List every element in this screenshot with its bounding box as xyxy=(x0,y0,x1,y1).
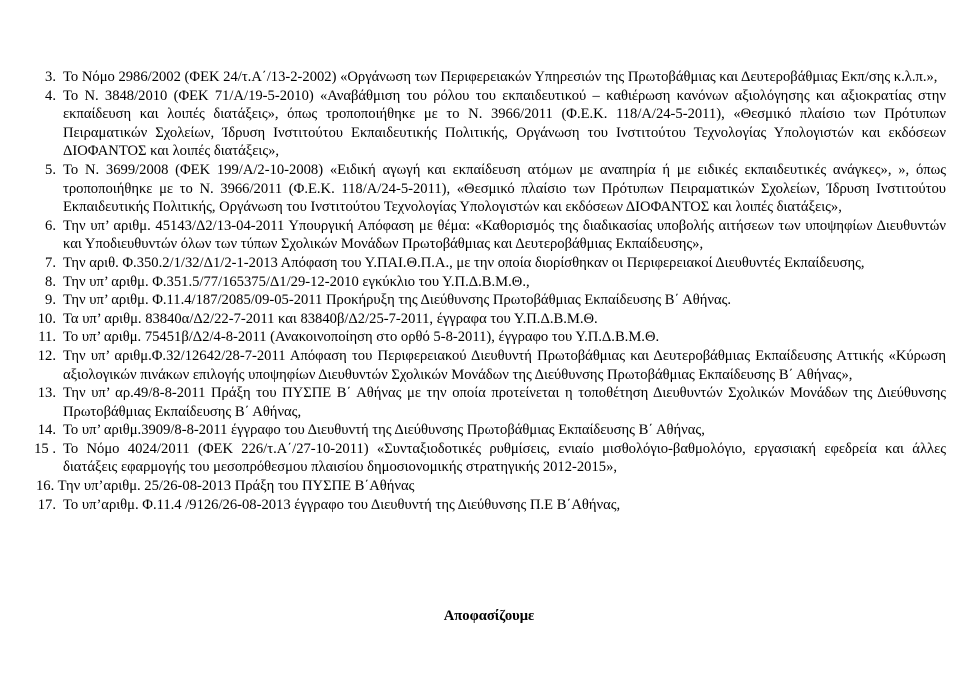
list-item xyxy=(0,440,978,477)
item-number: 15 . xyxy=(34,440,56,457)
list-item xyxy=(0,217,978,254)
list-item xyxy=(0,254,978,273)
item-text: Την αριθ. Φ.350.2/1/32/Δ1/2-1-2013 Απόφαση του Υ.ΠΑΙ.Θ.Π.Α., με την οποία διορίσθηκαν οι Περιφερειακοί Διευθυντές Εκπαίδευσης, xyxy=(63,254,865,271)
item-text: Την υπ’ αριθμ. 45143/Δ2/13-04-2011 Υπουργική Απόφαση με θέμα: «Καθορισμός της διαδικασίας υποβολής αιτήσεων των υποψηφίων Διευθυντών και Υποδιευθυντών όλων των τύπων Σχολικών Μονάδων Πρωτοβάθμιας και Δευτεροβάθμιας Εκπαίδευσης», xyxy=(63,217,946,253)
list-item xyxy=(0,421,978,440)
item-text: Την υπ’αριθμ. 25/26-08-2013 Πράξη του ΠΥΣΠΕ Β΄Αθήνας xyxy=(57,478,415,495)
item-number: 14. xyxy=(37,422,56,439)
section-heading: Αποφασίζουμε xyxy=(443,608,535,624)
item-number: 5. xyxy=(45,161,56,178)
item-text: Το υπ’ αριθμ.3909/8-8-2011 έγγραφο του Διευθυντή της Διεύθυνσης Πρωτοβάθμιας Εκπαίδευσης Β΄ Αθήνας, xyxy=(63,422,705,439)
item-number: 12. xyxy=(37,347,56,364)
item-number: 4. xyxy=(45,87,56,104)
item-text: Το Νόμο 2986/2002 (ΦΕΚ 24/τ.Α΄/13-2-2002) «Οργάνωση των Περιφερειακών Υπηρεσιών της Πρωτοβάθμιας και Δευτεροβάθμιας Εκπ/σης κ.λ.π.», xyxy=(63,69,938,85)
item-text: Το υπ’αριθμ. Φ.11.4 /9126/26-08-2013 έγγραφο του Διευθυντή της Διεύθυνσης Π.Ε Β΄Αθήνας, xyxy=(63,496,621,513)
list-item xyxy=(0,496,978,515)
list-item xyxy=(0,87,978,161)
item-text: Το υπ’ αριθμ. 75451β/Δ2/4-8-2011 (Ανακοινοποίηση στο ορθό 5-8-2011), έγγραφο του Υ.Π.Δ.Β.Μ.Θ. xyxy=(63,329,660,346)
list-item xyxy=(0,477,978,496)
item-number: 13. xyxy=(37,385,56,402)
item-text: Την υπ’ αριθμ.Φ.32/12642/28-7-2011 Απόφαση του Περιφερειακού Διευθυντή Πρωτοβάθμιας και Δευτεροβάθμιας Εκπαίδευσης Αττικής «Κύρωση αξιολογικών πινάκων επιλογής υποψηφίων Διευθυντών Σχολικών Μονάδων της Διεύθυνσης Πρωτοβάθμιας Εκπαίδευσης Β΄ Αθήνας», xyxy=(63,347,946,383)
list-item xyxy=(0,384,978,421)
item-number: 3. xyxy=(45,69,56,85)
item-text: Τα υπ’ αριθμ. 83840α/Δ2/22-7-2011 και 83840β/Δ2/25-7-2011, έγγραφα του Υ.Π.Δ.Β.Μ.Θ. xyxy=(63,310,598,327)
list-item xyxy=(0,328,978,347)
item-text: Την υπ’ αρ.49/8-8-2011 Πράξη του ΠΥΣΠΕ Β΄ Αθήνας με την οποία προτείνεται η τοποθέτηση Διευθυντών Σχολικών Μονάδων της Διεύθυνσης Πρωτοβάθμιας Εκπαίδευσης Β΄ Αθήνας, xyxy=(63,385,946,420)
list-item xyxy=(0,310,978,329)
item-text: Την υπ’ αριθμ. Φ.351.5/77/165375/Δ1/29-12-2010 εγκύκλιο του Υ.Π.Δ.Β.Μ.Θ., xyxy=(63,273,530,290)
item-text: Το Ν. 3848/2010 (ΦΕΚ 71/Α/19-5-2010) «Αναβάθμιση του ρόλου του εκπαιδευτικού – καθιέρωση κανόνων αξιολόγησης και αξιοκρατίας στην εκπαίδευση και λοιπές διατάξεις», όπως τροποποιήθηκε με το Ν. 3966/2011 (Φ.Ε.Κ. 118/Α/24-5-2011), «Θεσμικό πλαίσιο των Πρότυπων Πειραματικών Σχολείων, Ίδρυση Ινστιτούτου Εκπαιδευτικής Πολιτικής, Οργάνωση του Ινστιτούτου Τεχνολογίας Υπολογιστών και εκδόσεων ΔΙΟΦΑΝΤΟΣ και λοιπές διατάξεις», xyxy=(63,87,946,160)
document-body xyxy=(0,68,978,514)
list-item xyxy=(0,347,978,384)
list-item xyxy=(0,68,978,87)
item-number: 6. xyxy=(45,217,56,234)
item-number: 8. xyxy=(45,273,56,290)
item-text: Το Νόμο 4024/2011 (ΦΕΚ 226/τ.Α΄/27-10-2011) «Συνταξιοδοτικές ρυθμίσεις, ενιαίο μισθολόγιο-βαθμολόγιο, εργασιακή εφεδρεία και άλλες διατάξεις εφαρμογής του μεσοπρόθεσμου πλαισίου δημοσιονομικής στρατηγικής 2012-2015», xyxy=(63,440,946,476)
item-number: 7. xyxy=(45,254,56,271)
item-number: 16. xyxy=(36,478,55,495)
item-text: Την υπ’ αριθμ. Φ.11.4/187/2085/09-05-2011 Προκήρυξη της Διεύθυνσης Πρωτοβάθμιας Εκπαίδευσης Β΄ Αθήνας. xyxy=(63,292,732,309)
item-text: Το Ν. 3699/2008 (ΦΕΚ 199/Α/2-10-2008) «Ειδική αγωγή και εκπαίδευση ατόμων με αναπηρία ή με ειδικές εκπαιδευτικές ανάγκες», », όπως τροποποιήθηκε με το Ν. 3966/2011 (Φ.Ε.Κ. 118/Α/24-5-2011), «Θεσμικό πλαίσιο των Πρότυπων Πειραματικών Σχολείων, Ίδρυση Ινστιτούτου Εκπαιδευτικής Πολιτικής, Οργάνωση του Ινστιτούτου Τεχνολογίας Υπολογιστών και εκδόσεων ΔΙΟΦΑΝΤΟΣ και λοιπές διατάξεις», xyxy=(63,161,946,216)
item-number: 10. xyxy=(37,310,56,327)
item-number: 11. xyxy=(38,329,56,346)
item-number: 17. xyxy=(37,496,56,513)
item-number: 9. xyxy=(45,292,56,309)
list-item xyxy=(0,273,978,292)
list-item xyxy=(0,291,978,310)
list-item xyxy=(0,161,978,217)
